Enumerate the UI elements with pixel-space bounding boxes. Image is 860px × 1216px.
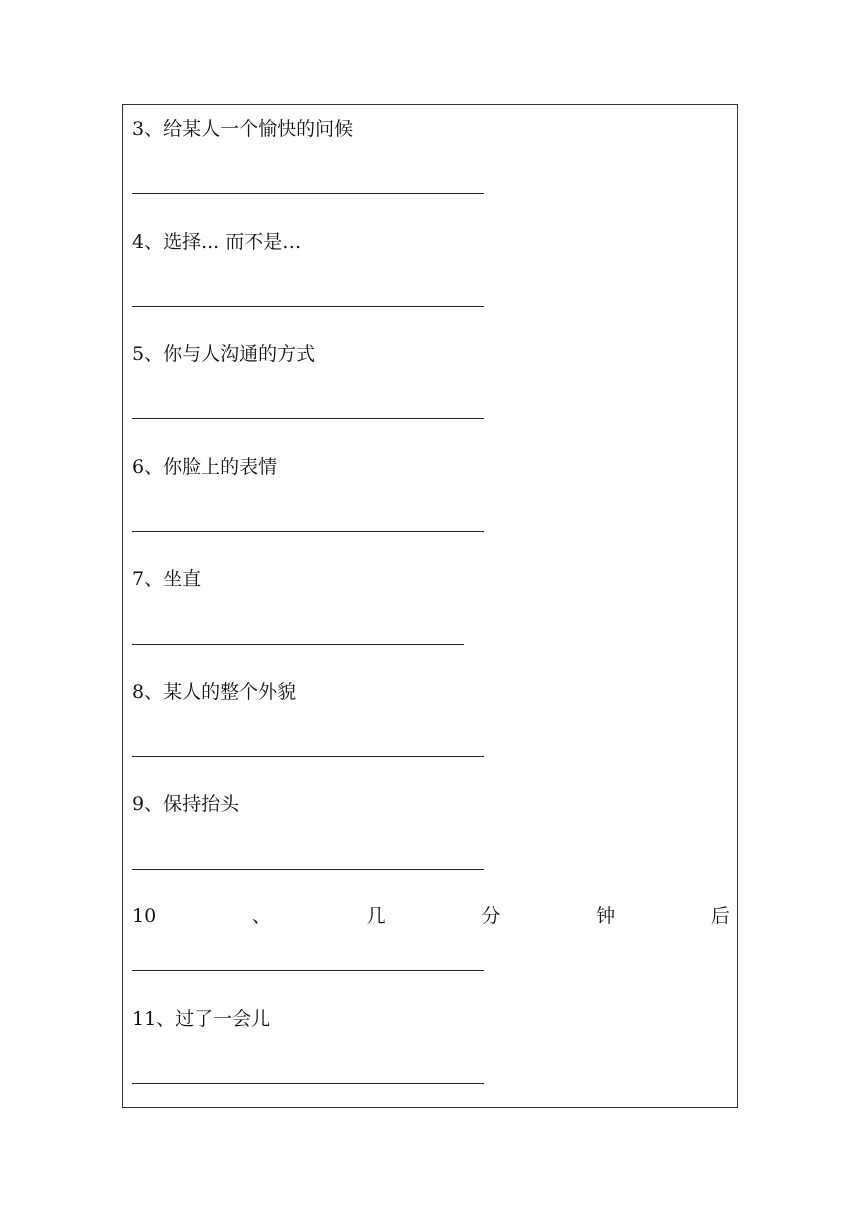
- item-8-text: 8、某人的整个外貌: [132, 681, 297, 703]
- item-9-text: 9、保持抬头: [132, 793, 240, 815]
- item-10-part: 后: [710, 905, 730, 927]
- worksheet-box: [122, 104, 738, 1108]
- item-5-answer-line[interactable]: [132, 418, 484, 419]
- item-8-answer-line[interactable]: [132, 756, 484, 757]
- item-11-answer-line[interactable]: [132, 1083, 484, 1084]
- item-10-part: 、: [251, 905, 271, 927]
- item-10-part: 10: [132, 905, 157, 927]
- item-10-answer-line[interactable]: [132, 970, 484, 971]
- item-4-answer-line[interactable]: [132, 306, 484, 307]
- item-5-text: 5、你与人沟通的方式: [132, 343, 316, 365]
- item-7-text: 7、坐直: [132, 568, 202, 590]
- item-3-text: 3、给某人一个愉快的问候: [132, 118, 354, 140]
- item-4-text: 4、选择... 而不是…: [132, 231, 302, 253]
- item-7-answer-line[interactable]: [132, 644, 464, 645]
- item-9-answer-line[interactable]: [132, 869, 484, 870]
- item-10-part: 几: [366, 905, 386, 927]
- item-10-part: 分: [481, 905, 501, 927]
- item-6-text: 6、你脸上的表情: [132, 456, 278, 478]
- item-3-answer-line[interactable]: [132, 193, 484, 194]
- item-11-text: 11、过了一会儿: [132, 1008, 271, 1030]
- item-10-part: 钟: [596, 905, 616, 927]
- item-10-text: [132, 904, 730, 928]
- item-6-answer-line[interactable]: [132, 531, 484, 532]
